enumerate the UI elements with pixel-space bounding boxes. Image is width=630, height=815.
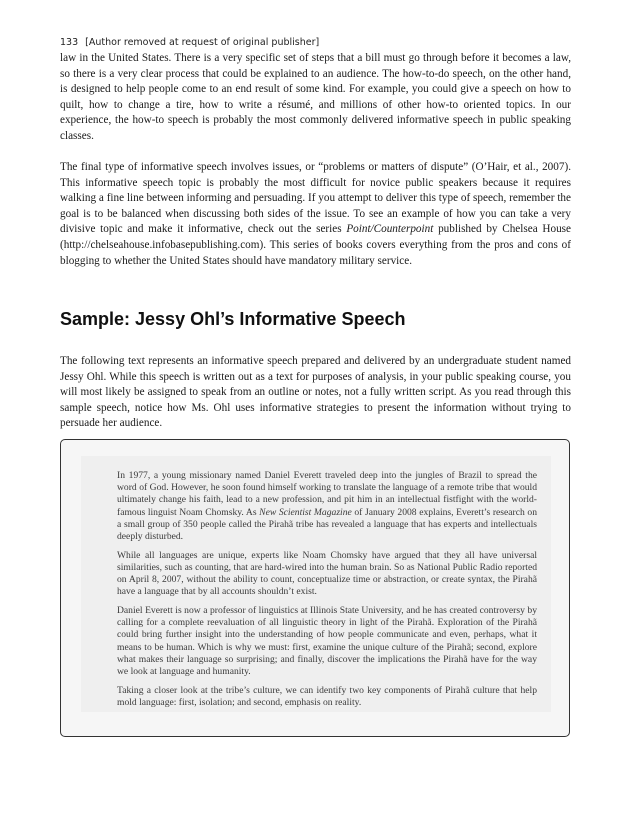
section-intro-paragraph: The following text represents an informative speech prepared and delivered by an undergraduate student named Jessy Ohl. While this speech is written out as a text for purposes of analysis, in your public speaking course, you will most likely be assigned to speak from an outline or notes, not a fully written script. As you read through this sample speech, notice how Ms. Ohl uses informative strategies to present the information without trying to persuade her audience.	[60, 355, 571, 430]
speech-paragraph	[117, 470, 537, 543]
section-heading: Sample: Jessy Ohl’s Informative Speech	[60, 309, 406, 329]
body-paragraph-issues	[60, 160, 571, 269]
sample-speech-content	[81, 456, 551, 712]
speech-paragraph: Taking a closer look at the tribe’s culture, we can identify two key components of Pirahã culture that help mold language: first, isolation; and second, emphasis on reality.	[117, 684, 537, 708]
series-title: Point/Counterpoint	[346, 223, 434, 236]
paragraph-text: In 1977, a young missionary named Daniel Everett traveled deep into the jungles of Brazil to spread the word of God. However, he soon found himself working to translate the language of a remote tribe that would ultimately change his faith, lead to a new profession, and pit him in an intellectual fistfight with the world-famous linguist Noam Chomsky. As	[117, 470, 537, 518]
body-paragraph-how-to: law in the United States. There is a very specific set of steps that a bill must go through before it becomes a law, so there is a very clear process that could be explained to an audience. The how-to-do speech, on the other hand, is designed to help people come to an end result of some kind. For example, you could give a speech on how to quilt, how to change a tire, how to write a résumé, and millions of other how-to oriented topics. In our experience, the how-to speech is probably the most commonly delivered informative speech in public speaking classes.	[60, 52, 571, 142]
page-number: 133	[60, 37, 79, 48]
paragraph-text: of January 2008 explains, Everett’s research on a small group of 350 people called the Pirahã tribe has revealed a language that has experts and intellectuals deeply disturbed.	[117, 506, 538, 543]
paragraph-text: The final type of informative speech involves issues, or “problems or matters of dispute” (O’Hair, et al., 2007). This informative speech topic is probably the most difficult for novice public speakers because it requires walking a fine line between informing and persuading. If you attempt to deliver this type of speech, remember the goal is to be balanced when discussing both sides of the issue. To see an example of how you can take a very divisive topic and make it informative, check out the series	[60, 161, 571, 236]
magazine-title: New Scientist Magazine	[259, 506, 352, 518]
sample-speech-box	[60, 439, 570, 737]
running-title: [Author removed at request of original publisher]	[85, 37, 320, 48]
speech-paragraph: Daniel Everett is now a professor of linguistics at Illinois State University, and he has created controversy by calling for a complete reevaluation of all linguistic theory in light of the Pirahã. Exploration of the Pirahã could bring further insight into the understanding of how people communicate and even, perhaps, what it means to be human. Which is why we must: first, examine the unique culture of the Pirahã; second, explore what makes their language so surprising; and finally, discover the implications the Pirahã have for the way we look at language and humanity.	[117, 605, 537, 678]
running-header	[60, 37, 319, 48]
paragraph-text: published by Chelsea House (http://chelseahouse.infobasepublishing.com). This series of books covers everything from the pros and cons of blogging to whether the United States should have mandatory military service.	[60, 223, 571, 267]
speech-paragraph: While all languages are unique, experts like Noam Chomsky have argued that they all have universal similarities, such as counting, that are hard-wired into the human brain. So as National Public Radio reported on April 8, 2007, without the ability to count, conceptualize time or abstraction, or create syntax, the Pirahã have a language that by all accounts shouldn’t exist.	[117, 549, 537, 598]
